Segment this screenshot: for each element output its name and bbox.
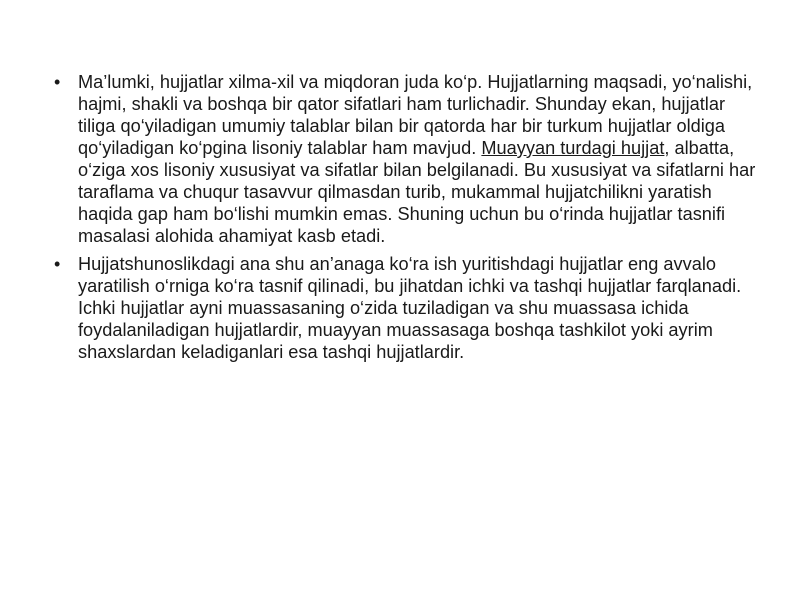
bullet-list <box>50 71 762 369</box>
bullet-2-text: Hujjatshunoslikdagi ana shu an’anaga ko‘ra ish yuritishdagi hujjatlar eng avvalo yaratilish o‘rniga ko‘ra tasnif qilinadi, bu jihatdan ichki va tashqi hujjatlar farqlanadi. Ichki hujjatlar ayni muassasaning o‘zida tuziladigan va shu muassasa ichida foydalaniladigan hujjatlardir, muayyan muassasaga boshqa tashkilot yoki ayrim shaxslardan keladiganlari esa tashqi hujjatlardir. <box>78 254 742 362</box>
bullet-1-underlined-text: Muayyan turdagi hujjat <box>481 138 665 158</box>
bullet-dot: • <box>54 72 61 92</box>
bullet-1-text-after: , albatta, o‘ziga xos lisoniy xususiyat va sifatlar bilan belgilanadi. Bu xususiyat va sifatlarni har taraflama va chuqur tasavvur qilmasdan turib, mukammal hujjatchilikni yaratish haqida gap ham bo‘lishi mumkin emas. Shuning uchun bu o‘rinda hujjatlar tasnifi masalasi alohida ahamiyat kasb etadi. <box>78 138 756 246</box>
bullet-item-1 <box>50 71 762 247</box>
bullet-1-text-before: Ma’lumki, hujjatlar xilma-xil va miqdoran juda ko‘p. Hujjatlarning maqsadi, yo‘nalishi, hajmi, shakli va boshqa bir qator sifatlari ham turlichadir. Shunday ekan, hujjatlar tiliga qo‘yiladigan umumiy talablar bilan bir qatorda har bir turkum hujjatlar oldiga qo‘yiladigan ko‘pgina lisoniy talablar ham mavjud. <box>78 72 753 158</box>
bullet-item-2 <box>50 253 762 363</box>
bullet-dot: • <box>54 254 61 274</box>
